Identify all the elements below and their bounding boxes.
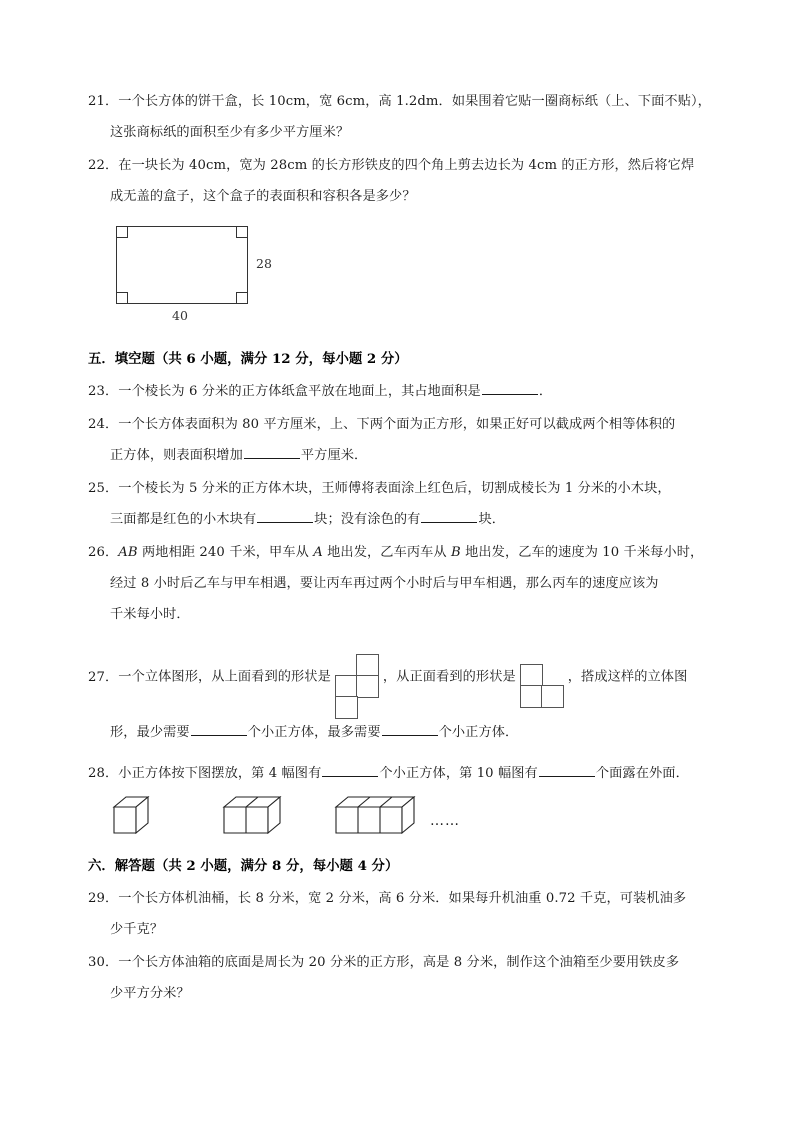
question-25: [88, 473, 716, 535]
question-28-number: 28．: [88, 766, 119, 781]
corner-square-bottom-right: [236, 292, 247, 303]
corner-square-top-left: [117, 227, 128, 238]
question-24: [88, 409, 716, 471]
answer-blank-25-2[interactable]: [421, 509, 477, 523]
top-view-shape-icon: [335, 654, 379, 720]
question-28-text-1a: 小正方体按下图摆放，第 4 幅图有: [118, 766, 322, 781]
question-27-number: 27．: [88, 669, 119, 685]
shape-cell: [335, 696, 358, 719]
question-26-text-1d: 地出发，乙车丙车从: [322, 545, 452, 560]
question-25-text-1: 一个棱长为 5 分米的正方体木块，王师傅将表面涂上红色后，切割成棱长为 1 分米的小木块，: [118, 481, 671, 496]
question-26-var-a: A: [313, 545, 323, 560]
question-29-number: 29．: [88, 891, 119, 906]
question-26-text-1b: 两地相距 240 千米，甲车从: [137, 545, 314, 560]
question-23: [88, 376, 716, 407]
question-28-text-1c: 个面露在外面．: [595, 766, 689, 781]
shape-cell: [520, 664, 543, 687]
question-23-number: 23．: [88, 384, 119, 399]
question-28-line-1: [88, 758, 716, 789]
answer-blank-28-2[interactable]: [539, 763, 595, 777]
question-27-line-2: [88, 710, 716, 756]
question-26: [88, 537, 716, 630]
answer-blank-27-2[interactable]: [382, 722, 438, 736]
question-27-text-2c: 个小正方体．: [438, 725, 519, 740]
corner-square-bottom-left: [117, 292, 128, 303]
question-29-line-1: [88, 883, 716, 914]
question-22-line-1: [88, 150, 716, 181]
shape-cell: [335, 675, 358, 698]
answer-blank-28-1[interactable]: [322, 763, 378, 777]
question-26-line-3: 千米每小时．: [110, 607, 190, 622]
rectangle-height-label: 28: [256, 256, 272, 271]
question-27: [88, 644, 716, 756]
question-22-text-1: 在一块长为 40cm，宽为 28cm 的长方形铁皮的四个角上剪去边长为 4cm 的正方形，然后将它焊: [118, 158, 695, 173]
question-27-text-2a: 形，最少需要: [110, 725, 190, 740]
question-21: [88, 86, 716, 148]
answer-blank-23-1[interactable]: [482, 381, 538, 395]
answer-blank-27-1[interactable]: [191, 722, 247, 736]
question-30-text-1: 一个长方体油箱的底面是周长为 20 分米的正方形，高是 8 分米，制作这个油箱至少要用铁皮多: [118, 955, 680, 970]
cube-sequence-figure: [108, 793, 716, 841]
question-26-var-b: B: [451, 545, 461, 560]
question-28-text-1b: 个小正方体，第 10 幅图有: [379, 766, 538, 781]
question-24-text-2b: 平方厘米．: [300, 448, 368, 463]
sequence-ellipsis: ……: [430, 813, 460, 829]
question-25-text-2c: 块．: [478, 512, 506, 527]
question-23-period: ．: [538, 384, 553, 399]
question-29-text-1: 一个长方体机油桶，长 8 分米，宽 2 分米，高 6 分米．如果每升机油重 0.72 千克，可装机油多: [118, 891, 687, 906]
question-22: [88, 150, 716, 212]
question-24-number: 24．: [88, 417, 119, 432]
section-six-heading: 六．解答题（共 2 小题，满分 8 分，每小题 4 分）: [88, 858, 399, 874]
rectangle-with-cut-corners-figure: [116, 218, 716, 334]
question-24-text-1: 一个长方体表面积为 80 平方厘米，上、下两个面为正方形，如果正好可以截成两个相等体积的: [118, 417, 676, 432]
question-25-number: 25．: [88, 481, 119, 496]
corner-square-top-right: [236, 227, 247, 238]
question-30: [88, 947, 716, 1009]
shape-cell: [541, 685, 564, 708]
question-27-text-1a: 一个立体图形，从上面看到的形状是: [118, 669, 331, 685]
rectangle-width-label: 40: [172, 308, 188, 323]
rectangle-outline: [116, 226, 248, 304]
question-29-line-2: 少千克？: [110, 922, 164, 937]
question-24-line-2: [88, 440, 716, 471]
section-five-heading: 五．填空题（共 6 小题，满分 12 分，每小题 2 分）: [88, 351, 408, 367]
question-26-number: 26．: [88, 545, 119, 560]
question-25-text-2a: 三面都是红色的小木块有: [110, 512, 257, 527]
answer-blank-24-1[interactable]: [244, 445, 300, 459]
question-27-text-1b: ，从正面看到的形状是: [382, 669, 516, 685]
page-content: [88, 86, 716, 1011]
question-27-text-1c: ，搭成这样的立体图: [567, 669, 688, 685]
question-25-text-2b: 块；没有涂色的有: [314, 512, 421, 527]
front-view-shape-icon: [520, 664, 564, 708]
answer-blank-25-1[interactable]: [257, 509, 313, 523]
question-26-var-ab: AB: [118, 545, 138, 560]
shape-cell: [520, 685, 543, 708]
question-27-line-1: [88, 644, 716, 710]
question-22-line-2: 成无盖的盒子，这个盒子的表面积和容积各是多少？: [110, 189, 416, 204]
question-26-text-1f: 地出发，乙车的速度为 10 千米每小时，: [460, 545, 704, 560]
shape-cell: [356, 675, 379, 698]
question-29: [88, 883, 716, 945]
question-21-line-2: 这张商标纸的面积至少有多少平方厘米？: [110, 125, 350, 140]
question-21-text-1: 一个长方体的饼干盒，长 10cm，宽 6cm，高 1.2dm．如果围着它贴一圈商标纸（上、下面不贴），: [118, 94, 711, 109]
question-30-number: 30．: [88, 955, 119, 970]
question-27-text-2b: 个小正方体，最多需要: [247, 725, 381, 740]
question-26-line-1: [88, 537, 716, 568]
question-24-text-2a: 正方体，则表面积增加: [110, 448, 243, 463]
question-28: [88, 758, 716, 789]
question-25-line-1: [88, 473, 716, 504]
cube-figure-1: [108, 793, 154, 839]
cube-figure-3: [330, 793, 426, 839]
question-26-line-2: 经过 8 小时后乙车与甲车相遇，要让丙车再过两个小时后与甲车相遇，那么丙车的速度应该为: [110, 576, 659, 591]
question-24-line-1: [88, 409, 716, 440]
question-21-number: 21．: [88, 94, 119, 109]
question-21-line-1: [88, 86, 716, 117]
question-23-text: 一个棱长为 6 分米的正方体纸盒平放在地面上，其占地面积是: [118, 384, 481, 399]
question-22-number: 22．: [88, 158, 119, 173]
shape-cell: [356, 654, 379, 677]
question-30-line-2: 少平方分米？: [110, 986, 190, 1001]
question-30-line-1: [88, 947, 716, 978]
cube-figure-2: [218, 793, 290, 839]
question-23-line-1: [88, 376, 716, 407]
question-25-line-2: [88, 504, 716, 535]
